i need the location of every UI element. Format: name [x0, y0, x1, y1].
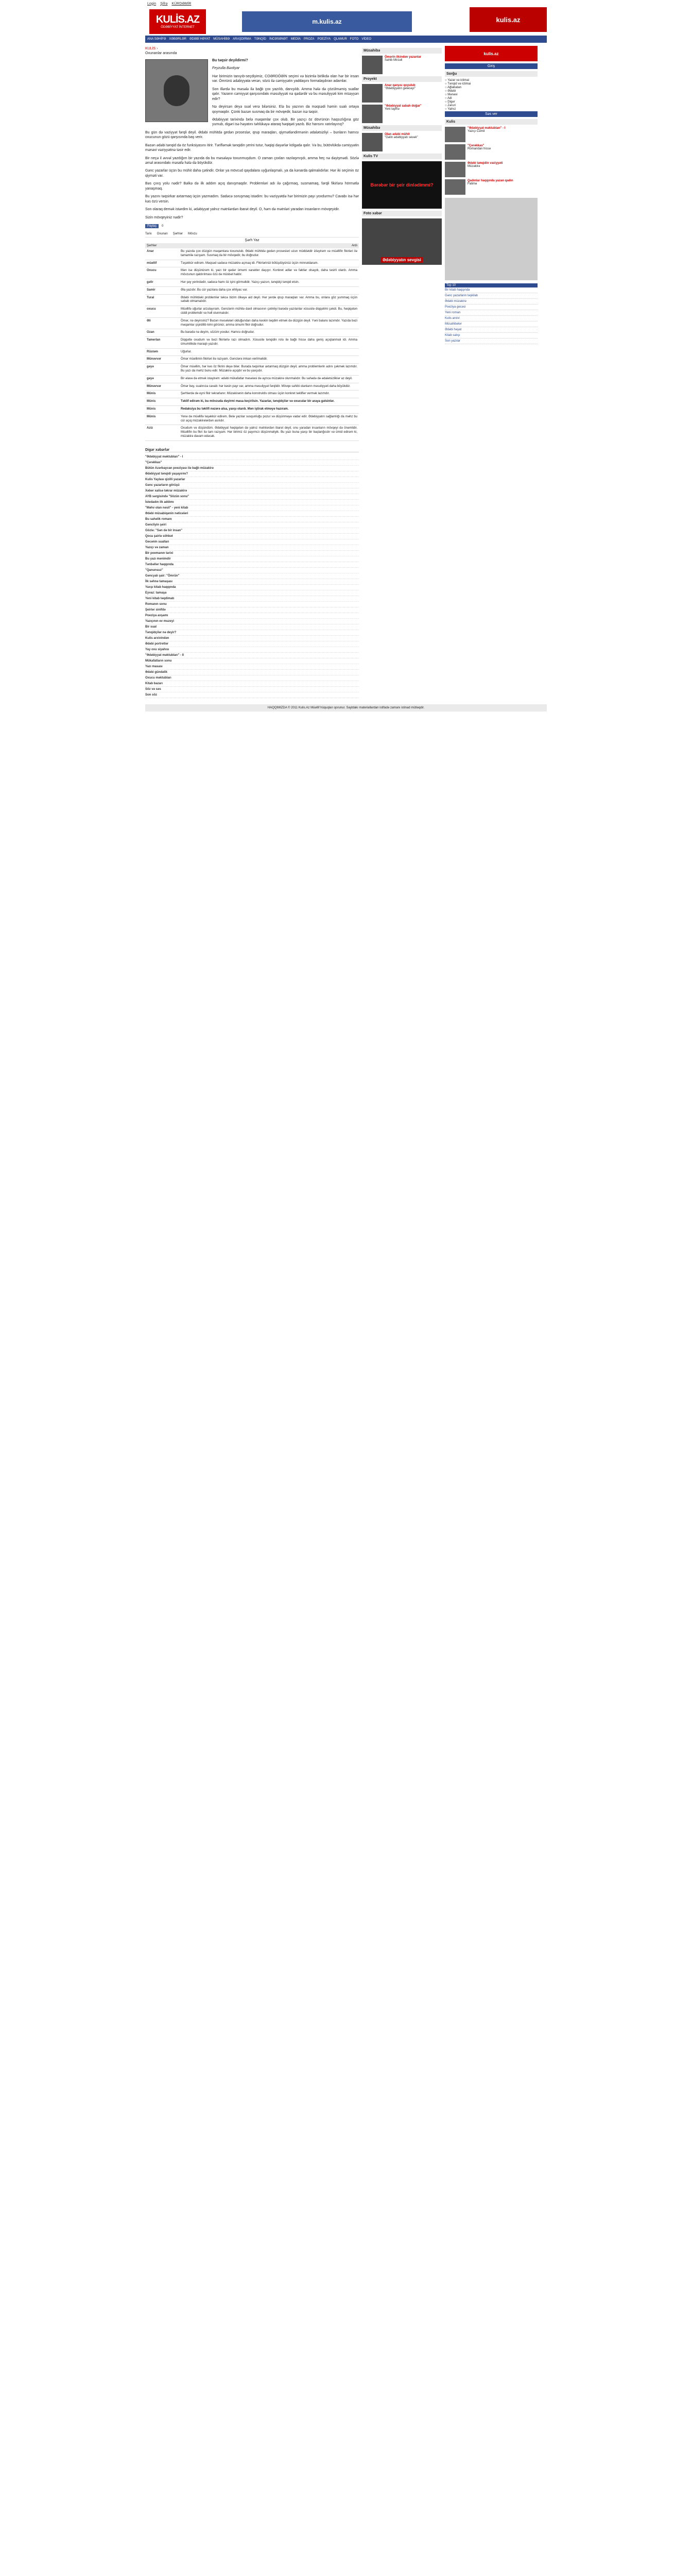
comment-row [145, 248, 359, 260]
mid-head-5: Foto xəbər [362, 211, 442, 216]
other-news-link[interactable]: Yazı masası [145, 664, 359, 670]
mid-item-3[interactable] [362, 105, 442, 123]
poll-option[interactable]: ○ Yalnız [445, 108, 456, 111]
article-paragraph: Son olaraq demək istərdim ki, ədəbiyyat yalnız mətnlərdən ibarət deyil. O, həm də mətnləri yaradan insanların mövqeyidir. [145, 208, 340, 212]
comment-author: Aziz [147, 427, 153, 430]
item-title: "Ədəbiyyat sabah doğar" [385, 105, 422, 108]
header [145, 7, 547, 36]
page [145, 0, 547, 711]
item-title: Olan ədəbi mühit [385, 133, 410, 136]
footer: HAQQIMIZDA © 2011 Kulis.Az Müəllif hüquqları qorunur. Saytdakı materiallardan istifadə zamanı istinad mütləqdir. [145, 704, 547, 711]
comment-row [145, 383, 359, 391]
other-news-link[interactable]: Oxucu məktubları [145, 675, 359, 681]
news-title: "Ədəbiyyat məktubları" - I [468, 127, 506, 130]
comment-tab[interactable]: Oxunan [157, 232, 168, 235]
news-text [468, 144, 491, 160]
poll-option-label: Ədəbi [447, 90, 456, 93]
poll-option[interactable]: ○ Mənəvi [445, 93, 458, 96]
article-author: Feyzulla Bəxtiyar [212, 66, 240, 71]
comment-author: gəyə [147, 365, 154, 369]
other-news-link[interactable]: Bu sahəlik romanı [145, 517, 359, 522]
other-news-link[interactable]: Gənc yazarların görüşü [145, 483, 359, 488]
item-sub: "Ədəbiyyatın gələcəyi" [385, 87, 416, 90]
comment-author: Münəvvər [147, 358, 162, 361]
poll-option-label: Digər [447, 100, 455, 104]
news-sub: Fatimə [468, 182, 477, 185]
person-photo [362, 56, 383, 74]
other-news-link[interactable]: AYB sərgisində "Sözün sonu" [145, 494, 359, 500]
right-news-item[interactable] [445, 162, 538, 177]
other-news-link[interactable]: Gəncliyin şeiri [145, 522, 359, 528]
item-title: Ömərin ilkindən yazanlar [385, 56, 422, 59]
top-list-item[interactable]: Gənc yazarların təşkilatı [445, 293, 538, 299]
nav-item[interactable]: MEDİA [290, 38, 301, 41]
poll-option[interactable]: ○ Zəruri [445, 104, 456, 107]
poll-option[interactable]: ○ Yazar və ictimai [445, 79, 470, 82]
poll-option[interactable]: ○ Ağlabatan [445, 86, 461, 89]
comment-row [145, 356, 359, 364]
logo-text: KULİS.AZ [155, 14, 200, 25]
news-thumb [445, 179, 465, 195]
comment-author: Münis [147, 400, 156, 403]
main-column [145, 46, 359, 698]
nav-item[interactable]: ARAŞDIRMA [233, 38, 251, 41]
ad-block[interactable] [445, 198, 538, 280]
comment-author: Münis [147, 408, 156, 411]
other-news-link[interactable]: Tənqidçilər nə deyir? [145, 630, 359, 636]
comment-text: Ömər bəy, sualınıza cavab: hər kəsin payı var, amma məsuliyyət fərqlidir. Mövqe sahibi olanların məsuliyyəti daha böyükdür. [181, 384, 351, 388]
comment-text: Təklif edirəm ki, bu mövzuda dəyirmi masa keçirilsin. Yazarlar, tənqidçilər və oxucular bir araya gəlsinlər. [181, 400, 335, 403]
comment-author: Tamerlan [147, 338, 161, 342]
nav-item[interactable]: PROZA [303, 38, 315, 41]
other-news-link[interactable]: "Məhv olan nəsil" - yeni kitab [145, 505, 359, 511]
comment-text: Ömər müəllimin fikirləri ilə razıyam. Gənclərə imkan verilməlidir. [181, 358, 268, 361]
news-title: "Çərəkkas" [468, 144, 485, 147]
comment-author: Oxucu [147, 269, 157, 273]
comment-author: Anar [147, 249, 154, 253]
poll-option-label: Ağlabatan [447, 86, 461, 89]
other-news-link[interactable]: Son söz [145, 692, 359, 698]
other-news-link[interactable]: Kulis Yaylası qizilli yazarlar [145, 477, 359, 483]
other-news-link[interactable]: Qoca şairlə söhbət [145, 534, 359, 539]
brand-box[interactable]: kulis.az [470, 7, 547, 32]
other-news-link[interactable]: Ədəbi gündəlik [145, 670, 359, 675]
poll-option-label: Yazar və ictimai [447, 79, 470, 82]
comment-author: Tural [147, 296, 154, 299]
other-news-link[interactable]: "Ədəbiyyat məktubları" - I [145, 454, 359, 460]
comment-text: Yenə də müəllifə təşəkkür edirəm. Belə yazılar susqunluğu pozur və düşünməyə vadar edir. Ədəbiyyatın sağlamlığı da məhz bu cür açıq müzakirələrdən asılıdır. [181, 415, 357, 422]
comment-row [145, 287, 359, 295]
other-news-link[interactable]: "Ədəbiyyat məktubları" - II [145, 653, 359, 658]
poll-option-label: Yalnız [447, 108, 456, 111]
other-news [145, 448, 359, 698]
item-sub: Sahib Mirzəli [385, 59, 403, 62]
comment-author: Ozan [147, 331, 154, 334]
comment-text: Ömər müəllim, hər kəs öz fikrini deyə bilər. Burada təqsirkar axtarmaq düzgün deyil, amma problemlərin adını çəkmək lazımdır. Bu yazı da məhz bunu edir. Müzakirə açıqdır və bu yaxşıdır. [181, 365, 357, 373]
comment-author: Samir [147, 288, 155, 292]
breadcrumb[interactable]: KULİS › [145, 47, 158, 50]
other-news-link[interactable]: İlk səhnə tamaşası [145, 579, 359, 585]
person-photo [362, 133, 383, 151]
top-link[interactable]: Şifrə [160, 2, 168, 6]
other-news-link[interactable]: Yay oxu siyahısı [145, 647, 359, 653]
article-paragraph: Bəzən ədəbi tənqid də öz funksiyasını itirir. Tərifləmək tənqidin yerini tutur, həqiqi dəyərlər kölgədə qalır. Və bu, bütövlükdə cəmiyyətin mənəvi vəziyyətinə təsir edir. [145, 143, 359, 152]
comment-author: gəlir [147, 280, 153, 284]
mid-head-3: Müsahibə [362, 125, 442, 131]
site-logo[interactable] [149, 9, 206, 34]
right-logo[interactable]: kulis.az [445, 46, 538, 61]
other-news-link[interactable]: "Çərəkkas" [145, 460, 359, 466]
photo-caption: Ədəbiyyatın sevgisi [381, 257, 423, 263]
news-text [468, 162, 503, 177]
news-sub: Romandan hissə [468, 147, 491, 150]
news-sub: Yazıçı Cəmil [468, 130, 485, 133]
news-title: Qadınlar haqqında yazan qadın [468, 179, 513, 182]
login-button[interactable]: Giriş [445, 63, 538, 69]
nav-item[interactable]: VİDEO [361, 38, 372, 41]
right-news [445, 127, 538, 195]
comment-tabs [145, 232, 359, 238]
article-paragraph: Hər birimizin tanıyıb-seçdiyimiz, COƏRDÖƏİN seçimi və bizimlə birlikdə olan hər bir insan var. Ömrünü ədəbiyyata verən, sözü ilə cəmiyyətin yaddaşını formalaşdıran adamlar. [212, 74, 359, 83]
top-list-item[interactable]: Ədəbi həyat [445, 327, 538, 333]
news-thumb [445, 162, 465, 177]
other-news-link[interactable]: Ədəbiyyat tənqidi yaşayırmı? [145, 471, 359, 477]
comment-text: Şərhlərdə də eyni fikir təkrarlanır. Müzakirənin daha konstruktiv olması üçün konkret təkliflər vermək lazımdır. [181, 392, 330, 396]
item-sub: "Gəlin ədəbiyyatı sevək" [385, 136, 418, 139]
comment-author: gəyə [147, 377, 154, 380]
other-news-link[interactable]: Ədəbi portretlər [145, 641, 359, 647]
other-news-link[interactable]: İstedadın ilk addımı [145, 500, 359, 505]
nav-item[interactable]: POEZİYA [317, 38, 331, 41]
other-news-link[interactable]: Bütün Azərbaycan poeziyası ilə bağlı müzakirə [145, 466, 359, 471]
mid-head-2: Proyekt [362, 76, 442, 82]
comment-row [145, 391, 359, 398]
other-news-link[interactable]: Bir sual [145, 624, 359, 630]
top-list-item[interactable]: Yeni roman [445, 310, 538, 316]
comment-row [145, 260, 359, 268]
other-news-link[interactable]: Eyvaz: tamaşa [145, 590, 359, 596]
facebook-share-button[interactable]: Paylaş [145, 224, 159, 228]
other-news-link[interactable]: Yaxşı kitab haqqında [145, 585, 359, 590]
other-news-link[interactable]: Bu yazı mənimdir [145, 556, 359, 562]
comment-row [145, 267, 359, 279]
nav-item[interactable]: QLAMUR [334, 38, 347, 41]
news-thumb [445, 144, 465, 160]
other-news-link[interactable]: Kitab bazarı [145, 681, 359, 687]
mid-item-4[interactable] [362, 133, 442, 151]
comment-row [145, 318, 359, 330]
right-news-item[interactable] [445, 144, 538, 160]
person-photo [362, 84, 383, 103]
comments-label: Şərhlər [147, 244, 157, 247]
main-nav [145, 36, 547, 43]
right-news-item[interactable] [445, 127, 538, 142]
vote-button[interactable]: Səs ver [445, 111, 538, 117]
comment-text: Təşəkkür edirəm. Məqsəd sadəcə müzakirə açmaq idi. Fikirlərinizi bölüşdüyünüz üçün minnətdaram. [181, 261, 319, 265]
news-title: Ədəbi tənqidin vəziyyəti [468, 162, 503, 165]
share-count: 0 [162, 224, 164, 228]
other-news-link[interactable]: Kulis arxivindən [145, 636, 359, 641]
other-news-link[interactable]: "Qanunsuz" [145, 568, 359, 573]
top-list-item[interactable]: Kulis arxivi [445, 316, 538, 321]
comment-row [145, 425, 359, 440]
top-list-item[interactable]: Kitab satışı [445, 333, 538, 338]
poll-option[interactable]: ○ Digər [445, 100, 455, 104]
comment-text: Ədəbi mühitdəki problemlər təkcə bizim ölkəyə aid deyil. Hər yerdə qrup maraqları var. Amma bu, onlara göz yummaq üçün səbəb olmamalıdır. [181, 296, 357, 303]
other-news-link[interactable]: Ədəbi müsabiqənin nəticələri [145, 511, 359, 517]
article-paragraph: Son illərdə bu məsələ ilə bağlı çox yazılıb, danışılıb. Amma hələ də çözülməmiş suallar qalır. Yazarın cəmiyyət qarşısındakı məsuliyyəti nə qədərdir və bu məsuliyyəti kim müəyyən edir? [212, 87, 359, 101]
poll-title: Sorğu [445, 71, 538, 77]
comment-row [145, 364, 359, 376]
other-news-link[interactable]: Gözlə: "Sən də bir insan" [145, 528, 359, 534]
news-text [468, 179, 513, 195]
article-paragraph: Bu yazını təqsirkar axtarmaq üçün yazmadım. Sadəcə soruşmaq istədim: bu vəziyyətdə hər birimizin payı yoxdurmu? Cavabı isə hər kəs özü versin. [145, 195, 359, 204]
other-news-link[interactable]: Yazıçının ev muzeyi [145, 619, 359, 624]
comment-author: oxucu [147, 308, 156, 311]
comment-author: Əli [147, 319, 151, 323]
person-photo [362, 105, 383, 123]
article-paragraph: Sizin mövqeyiniz nədir? [145, 215, 183, 219]
top-list-item[interactable]: Ədəbi müzakirə [445, 299, 538, 304]
comment-text: Hər şey yerindədir, sadəcə hamı öz işini görməlidir. Yazıçı yazsın, tənqidçi tənqid etsin. [181, 280, 300, 284]
article-paragraph: Bir neçə il əvvəl yazdığım bir yazıda da bu məsələyə toxunmuşdum. O zaman çoxları razılaşmışdı, amma heç nə dəyişmədi. Sözlə əməl arasındakı məsafə hələ də böyükdür. [145, 156, 359, 165]
content-columns [145, 46, 547, 698]
top-list-item[interactable]: Poeziya gecəsi [445, 304, 538, 310]
article-lead: Bu təqsir deyildirmi? [212, 59, 248, 62]
logo-subtitle: ÖDƏBİYYAT İNTERNET [161, 26, 195, 29]
mid-head-1: Müsahibə [362, 48, 442, 54]
poll-option[interactable]: ○ Tənqid və ictimai [445, 82, 471, 86]
comment-author: Münis [147, 415, 156, 418]
comment-row [145, 349, 359, 357]
top-list-title: Top 10 [445, 283, 538, 287]
other-news-link[interactable]: Tənbəllər haqqında [145, 562, 359, 568]
top-link[interactable]: Login [147, 2, 157, 6]
share-bar [145, 224, 359, 228]
other-news-link[interactable]: Gecənin sualları [145, 539, 359, 545]
poll-option-label: Adi [447, 97, 452, 100]
comment-row [145, 295, 359, 307]
article-paragraph: Gənc yazarlar üçün bu mühit daha çətindir. Onlar ya mövcud qaydalara uyğunlaşmalı, ya da kənarda qalmalıdırlar. Hər iki seçimin öz qiyməti var. [145, 169, 359, 178]
comment-author: Rüstəm [147, 350, 159, 353]
comment-tab[interactable]: Tarix [145, 232, 152, 235]
nav-item[interactable]: ƏDƏBİ HƏYAT [189, 38, 211, 41]
comment-author: Münis [147, 392, 156, 396]
comment-text: Redaksiya bu təklifi nəzərə alsa, yaxşı olardı. Mən iştirak etməyə hazıram. [181, 408, 289, 411]
nav-item[interactable]: XƏBƏRLƏR [169, 38, 186, 41]
nav-item[interactable]: TƏNQİD [254, 38, 266, 41]
comment-row [145, 398, 359, 406]
mid-item-2[interactable] [362, 84, 442, 103]
other-news-link[interactable]: Poeziya axşamı [145, 613, 359, 619]
comment-text: Bir əlavə də etmək istəyirəm: ədəbi mükafatlar məsələsi də ayrıca müzakirə olunmalıdır. Bu sahədə də ədalətsizliklər az deyil. [181, 377, 353, 380]
nav-item[interactable]: FOTO [350, 38, 359, 41]
comment-text: Əla yazıdır. Bu cür yazılara daha çox ehtiyac var. [181, 288, 248, 292]
article-paragraph: Ədəbiyyat tarixində belə məqamlar çox olub. Bir yazıçı öz dövrünün haqsızlığına göz yumub, digəri isə həyatını təhlükəyə ataraq həqiqəti yazıb. Biz hansını xatırlayırıq? [212, 117, 359, 127]
other-news-link[interactable]: Yeni kitab təqdimatı [145, 596, 359, 602]
middle-column [362, 46, 442, 698]
photo-news[interactable] [362, 218, 442, 265]
comment-title[interactable]: Şərh Yaz [245, 238, 260, 242]
top-list-item[interactable]: Bir kitab haqqında [445, 287, 538, 293]
section-subtitle: Oxunanlar arasında [145, 52, 177, 55]
other-news-link[interactable]: Xəbər xalisə təkrar müzakirə [145, 488, 359, 494]
right-column [445, 46, 538, 698]
author-photo [145, 59, 208, 122]
comment-text: Bu barədə nə deyim, sözüm yoxdur. Hamısı doğrudur. [181, 331, 255, 334]
comment-row [145, 406, 359, 414]
poll [445, 79, 538, 111]
top-list-item[interactable]: Müsahibələr [445, 321, 538, 327]
article [145, 58, 359, 220]
comment-text: Bu yazıda çox düzgün məqamlara toxunulub. Ədəbi mühitdə gedən prosesləri uzun müddətdir izləyirəm və müəllifin fikirləri ilə tamamilə razıyam. Susmaq da bir mövqedir, bu doğrudur. [181, 249, 357, 257]
comment-text: Mən isə düşünürəm ki, yazı bir qədər ümumi xarakter daşıyır. Konkret adlar və faktlar olsaydı, daha təsirli olardı. Amma mövzunun qaldırılması özü də müsbət haldır. [181, 269, 357, 277]
comment-row [145, 414, 359, 426]
comment-text: Oxudum və düşündüm. Ədəbiyyat həqiqətən də yalnız mətnlərdən ibarət deyil, onu yaradan insanların mövqeyi də önəmlidir. Müəllifin bu fikri ilə tam razıyam. Hər birimiz öz payımızı düşünməliyik. Bu yazı buna yaxşı bir başlanğıcdır və ümid edirəm ki, müzakirə davam edəcək. [181, 427, 357, 438]
right-news-item[interactable] [445, 179, 538, 195]
other-news-link[interactable]: Şeirlər sinifdə [145, 607, 359, 613]
comment-row [145, 329, 359, 337]
other-news-link[interactable]: Yazıçı və zaman [145, 545, 359, 551]
poll-option[interactable]: ○ Ədəbi [445, 90, 456, 93]
poll-option-label: Mənəvi [447, 93, 458, 96]
comment-text: Müəllifə uğurlar arzulayıram. Gənclərin mühitə daxil olmasının çətinliyi barədə yazılanlar xüsusilə diqqətimi çəkdi. Bu, həqiqətən ciddi problemdir və həll olunmalıdır. [181, 308, 357, 315]
video-player[interactable]: Bərəbər bir şeir dinlədimmi? [362, 161, 442, 209]
other-news-title: Digər xəbərlər [145, 448, 359, 452]
news-text [468, 127, 505, 142]
mid-item-1[interactable] [362, 56, 442, 74]
nav-item[interactable]: MÜSAHİBƏ [213, 38, 230, 41]
comment-author: Münəvvər [147, 384, 162, 388]
poll-option[interactable]: ○ Adi [445, 97, 452, 100]
comment-row [145, 337, 359, 349]
other-news-link[interactable]: Bir poemanın tarixi [145, 551, 359, 556]
nav-item[interactable]: ANA SƏHİFƏ [147, 38, 166, 41]
item-sub: Yeni layihə [385, 108, 400, 111]
comment-row [145, 279, 359, 287]
comment-text: Diqqətlə oxudum və bəzi fikirlərlə razı olmadım. Xüsusilə tənqidin rolu ilə bağlı hissə daha geniş açıqlanmalı idi. Amma ümumilikdə maraqlı yazıdır. [181, 338, 357, 346]
comments-more[interactable]: Ardı [351, 244, 357, 247]
poll-option-label: Tənqid və ictimai [447, 82, 471, 86]
comment-row [145, 376, 359, 383]
poll-option-label: Zəruri [447, 104, 456, 107]
other-news-link[interactable]: Söz və səs [145, 687, 359, 692]
top-banner[interactable]: m.kulis.az [242, 11, 412, 32]
other-news-link[interactable]: Mükafatların sonu [145, 658, 359, 664]
comment-tab[interactable]: Şərhlər [172, 232, 183, 235]
news-sub: Müzakirə [468, 165, 480, 168]
comments-header [145, 243, 359, 248]
article-paragraph: Bu gün də vəziyyət fərqli deyil. Ədəbi mühitdə gedən proseslər, qrup maraqları, qiymətləndirmənin ədalətsizliyi – bunların hamısı oxucunun gözü qarşısında baş verir. [145, 130, 359, 140]
top-link[interactable]: KÜRDƏMİR [171, 2, 192, 6]
top-links [145, 0, 547, 7]
comment-text: Uğurlar. [181, 350, 192, 353]
item-title: Anar qarşısı qoyulub [385, 84, 416, 87]
comment-row [145, 306, 359, 318]
comment-author: müəllif [147, 261, 157, 265]
other-news-link[interactable]: Romanın sonu [145, 602, 359, 607]
top-list-item[interactable]: Son yazılar [445, 338, 538, 344]
other-news-link[interactable]: Gəncyalı şair: "Ömrün" [145, 573, 359, 579]
nav-item[interactable]: İNCƏSƏNƏT [269, 38, 288, 41]
comment-text: Ömər, nə deyirsiniz? Bəzən məsələləri olduğundan daha kəskin təqdim etmək də düzgün deyil. Yəni balans lazımdır. Yazıda bəzi məqamlar şişirdilib kimi görünür, amma ümumi fikir doğrudur. [181, 319, 357, 327]
article-paragraph: Bəs çıxış yolu nədir? Bəlkə də ilk addım açıq danışmaqdır. Problemləri adı ilə çağırmaq, susmamaq, fərqli fikirlərə hörmətlə yanaşmaq. [145, 182, 359, 191]
comment-tab[interactable]: Mövzu [188, 232, 197, 235]
mid-head-4: Kulis TV [362, 154, 442, 159]
article-paragraph: Nə deyirsən deyə sual verə bilərsiniz. Elə bu yazının da məqsədi həmin sualı ortaya qoymaqdır. Çünki bəzən susmaq da bir mövqedir, bəzən isə təqsir. [212, 105, 359, 114]
news-thumb [445, 127, 465, 142]
right-head: Kulis [445, 119, 538, 125]
comment-list [145, 248, 359, 441]
